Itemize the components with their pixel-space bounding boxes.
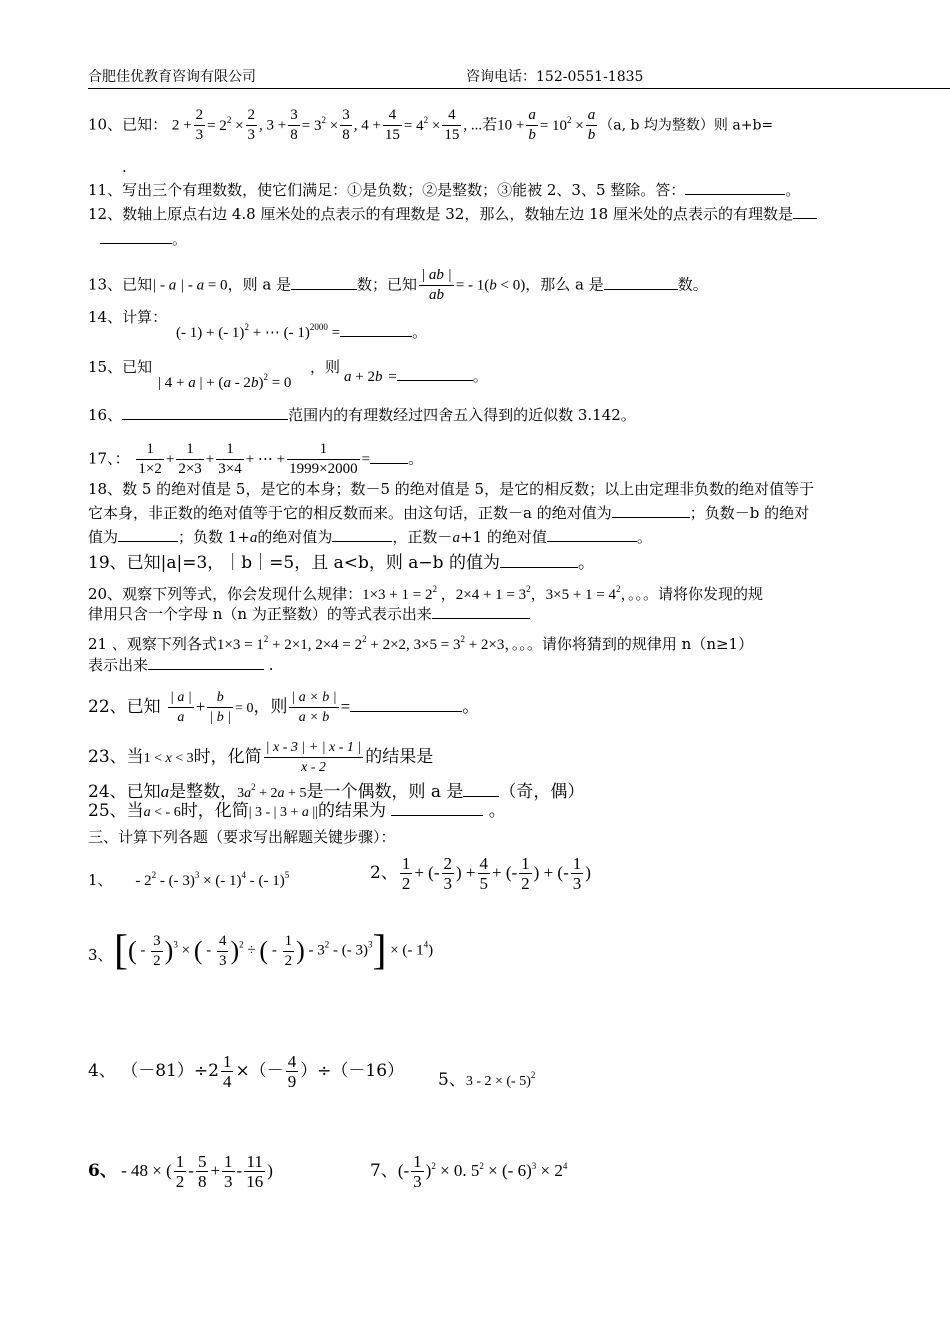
calc-4: 4、 （－81）÷2 $\frac{1}{4}$ ×（－ $\frac{4}{9}$ ）÷（－16） bbox=[88, 1052, 405, 1091]
header-rule bbox=[88, 88, 950, 89]
calc-1: 1、 - $2^2$ - (- 3)$^3$ × (- 1)$^4$ - (- 1)$^5$ bbox=[88, 870, 290, 889]
calc-2: 2、 $\frac{1}{2}$ + (- $\frac{2}{3}$ ) + $\frac{4}{5}$ + (- $\frac{1}{2}$ ) + (- $\frac{1}{3}$ ) bbox=[370, 854, 591, 893]
question-20: 20、观察下列等式，你会发现什么规律：$1\times 3 + 1 = 2^2$ ，$2\times 4 + 1 = 3^2$，$3\times 5 + 1 = 4^2$，。。。请将你发现的规 bbox=[88, 584, 764, 603]
question-12: 12、数轴上原点右边 4.8 厘米处的点表示的有理数是 32，那么，数轴左边 18 厘米处的点表示的有理数是 bbox=[88, 203, 817, 225]
question-18: 18、数 5 的绝对值是 5，是它的本身；数－5 的绝对值是 5，是它的相反数；以上由定理非负数的绝对值等于 bbox=[88, 480, 815, 498]
question-23: 23、当1 < x < 3时，化简 $\frac{| x - 3 | + | x - 1 |}{x - 2}$ 的结果是 bbox=[88, 740, 434, 775]
calc-7: 7、(- $\frac{1}{3}$ )$^2$ × 0. $5^2$ × (- $6)^3 \times 2^4$ bbox=[370, 1152, 568, 1191]
question-25: 25、当a < - 6时，化简| 3 - | 3 + a ||的结果为 。 bbox=[88, 801, 506, 821]
question-15: 15、已知 bbox=[88, 358, 153, 376]
question-14: 14、计算： bbox=[88, 308, 168, 326]
calc-5: 5、3 - 2 × (- 5)$^2$ bbox=[438, 1070, 536, 1090]
question-13: 13、已知| - a | - a = 0，则 a 是 数；已知 $\frac{| ab |}{ab}$ = - 1(b < 0)，那么 a 是 数。 bbox=[88, 267, 708, 303]
calc-3: 3、 bbox=[88, 946, 113, 964]
question-17: 17、： $\frac{1}{1\times 2}$ + $\frac{1}{2\times 3}$ + $\frac{1}{3\times 4}$ + ⋯ + $\frac{1}{1999\times 2000}$ = 。 bbox=[88, 441, 424, 477]
section-3-title: 三、计算下列各题（要求写出解题关键步骤）： bbox=[88, 828, 396, 846]
question-22: 22、已知 $\frac{| a |}{a}$ + $\frac{b}{| b |}$ = 0，则 $\frac{| a \times b |}{a \times b}$ = 。 bbox=[88, 690, 480, 725]
question-11: 11、写出三个有理数数，使它们满足：①是负数；②是整数；③能被 2、3、5 整除。答： 。 bbox=[88, 181, 801, 199]
question-16: 16、 范围内的有理数经过四舍五入得到的近似数 3.142。 bbox=[88, 406, 636, 424]
question-24: 24、已知a是整数，$3a^2 + 2a + 5$是一个偶数，则 a 是 （奇，偶） bbox=[88, 782, 585, 802]
header-phone: 咨询电话：152-0551-1835 bbox=[466, 69, 644, 85]
question-10: 10、已知： 2 + $\frac{2}{3}$ = $2^2$ × $\frac{2}{3}$ , 3 + $\frac{3}{8}$ = $3^2$ × $\frac{3}{8}$ , 4 + $\frac{4}{15}$ = $4^2$ × $\frac{4}{15}$ , ...若10 + $\frac{a}{b}$ = $10^2$ × $\frac{a}{b}$ （a, b 均为整数）则 a+b= bbox=[88, 107, 774, 143]
header-company: 合肥佳优教育咨询有限公司 bbox=[88, 69, 256, 85]
question-19: 19、已知|a|=3，｜b｜=5，且 a<b，则 a−b 的值为 。 bbox=[88, 553, 595, 573]
question-21: 21 、观察下列各式$1\times 3 = 1^2 + 2\times 1$, $2\times 4 = 2^2 + 2\times 2$, $3\times 5 = 3^2 + 2\times 3$，。。。请你将猜到的规律用 n（n≥1） bbox=[88, 634, 754, 653]
calc-6: 6、 - 48 × ( $\frac{1}{2}$ - $\frac{5}{8}$ + $\frac{1}{3}$ - $\frac{11}{16}$ ) bbox=[88, 1152, 273, 1191]
